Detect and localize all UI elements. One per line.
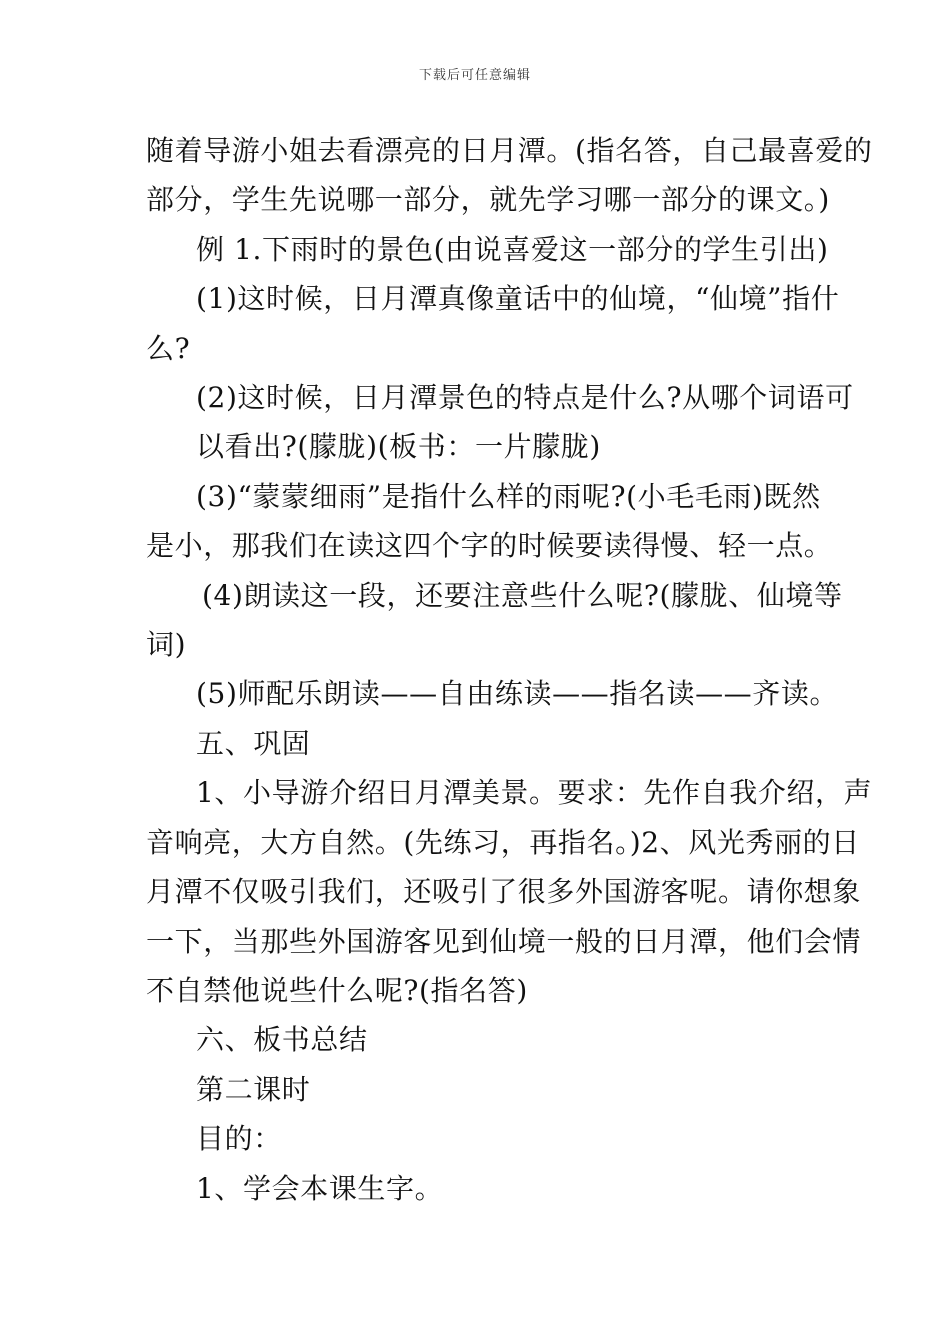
text-line: (5)师配乐朗读——自由练读——指名读——齐读。 [196, 677, 839, 711]
page-header: 下载后可任意编辑 [418, 68, 531, 83]
text-line: 目的： [196, 1122, 282, 1156]
text-line: 月潭不仅吸引我们，还吸引了很多外国游客呢。请你想象 [146, 875, 862, 909]
text-line: 以看出?(朦胧)(板书：一片朦胧) [196, 430, 601, 464]
text-line: 部分，学生先说哪一部分，就先学习哪一部分的课文。) [146, 183, 830, 217]
text-line: (1)这时候，日月潭真像童话中的仙境，“仙境”指什 [196, 282, 840, 316]
section-heading: 五、巩固 [196, 726, 311, 760]
text-line: (2)这时候，日月潭景色的特点是什么?从哪个词语可 [196, 381, 854, 415]
text-line: 1、学会本课生字。 [196, 1171, 444, 1205]
text-line: 么? [146, 331, 191, 365]
text-line: 例 1.下雨时的景色(由说喜爱这一部分的学生引出) [196, 232, 829, 266]
text-line: 1、小导游介绍日月潭美景。要求：先作自我介绍，声 [196, 776, 873, 810]
text-line: (4)朗读这一段，还要注意些什么呢?(朦胧、仙境等 [202, 578, 843, 612]
text-line: 随着导游小姐去看漂亮的日月潭。(指名答，自己最喜爱的 [146, 134, 873, 167]
text-line: 是小，那我们在读这四个字的时候要读得慢、轻一点。 [146, 529, 833, 563]
section-heading: 六、板书总结 [196, 1023, 368, 1057]
text-line: 词) [146, 628, 187, 662]
text-line: 一下，当那些外国游客见到仙境一般的日月潭，他们会情 [146, 924, 862, 958]
section-heading: 第二课时 [196, 1072, 311, 1106]
text-line: 不自禁他说些什么呢?(指名答) [146, 973, 528, 1007]
text-line: (3)“蒙蒙细雨”是指什么样的雨呢?(小毛毛雨)既然 [196, 479, 821, 513]
text-line: 音响亮，大方自然。(先练习，再指名。)2、风光秀丽的日 [146, 825, 860, 859]
document-body [146, 126, 873, 1213]
